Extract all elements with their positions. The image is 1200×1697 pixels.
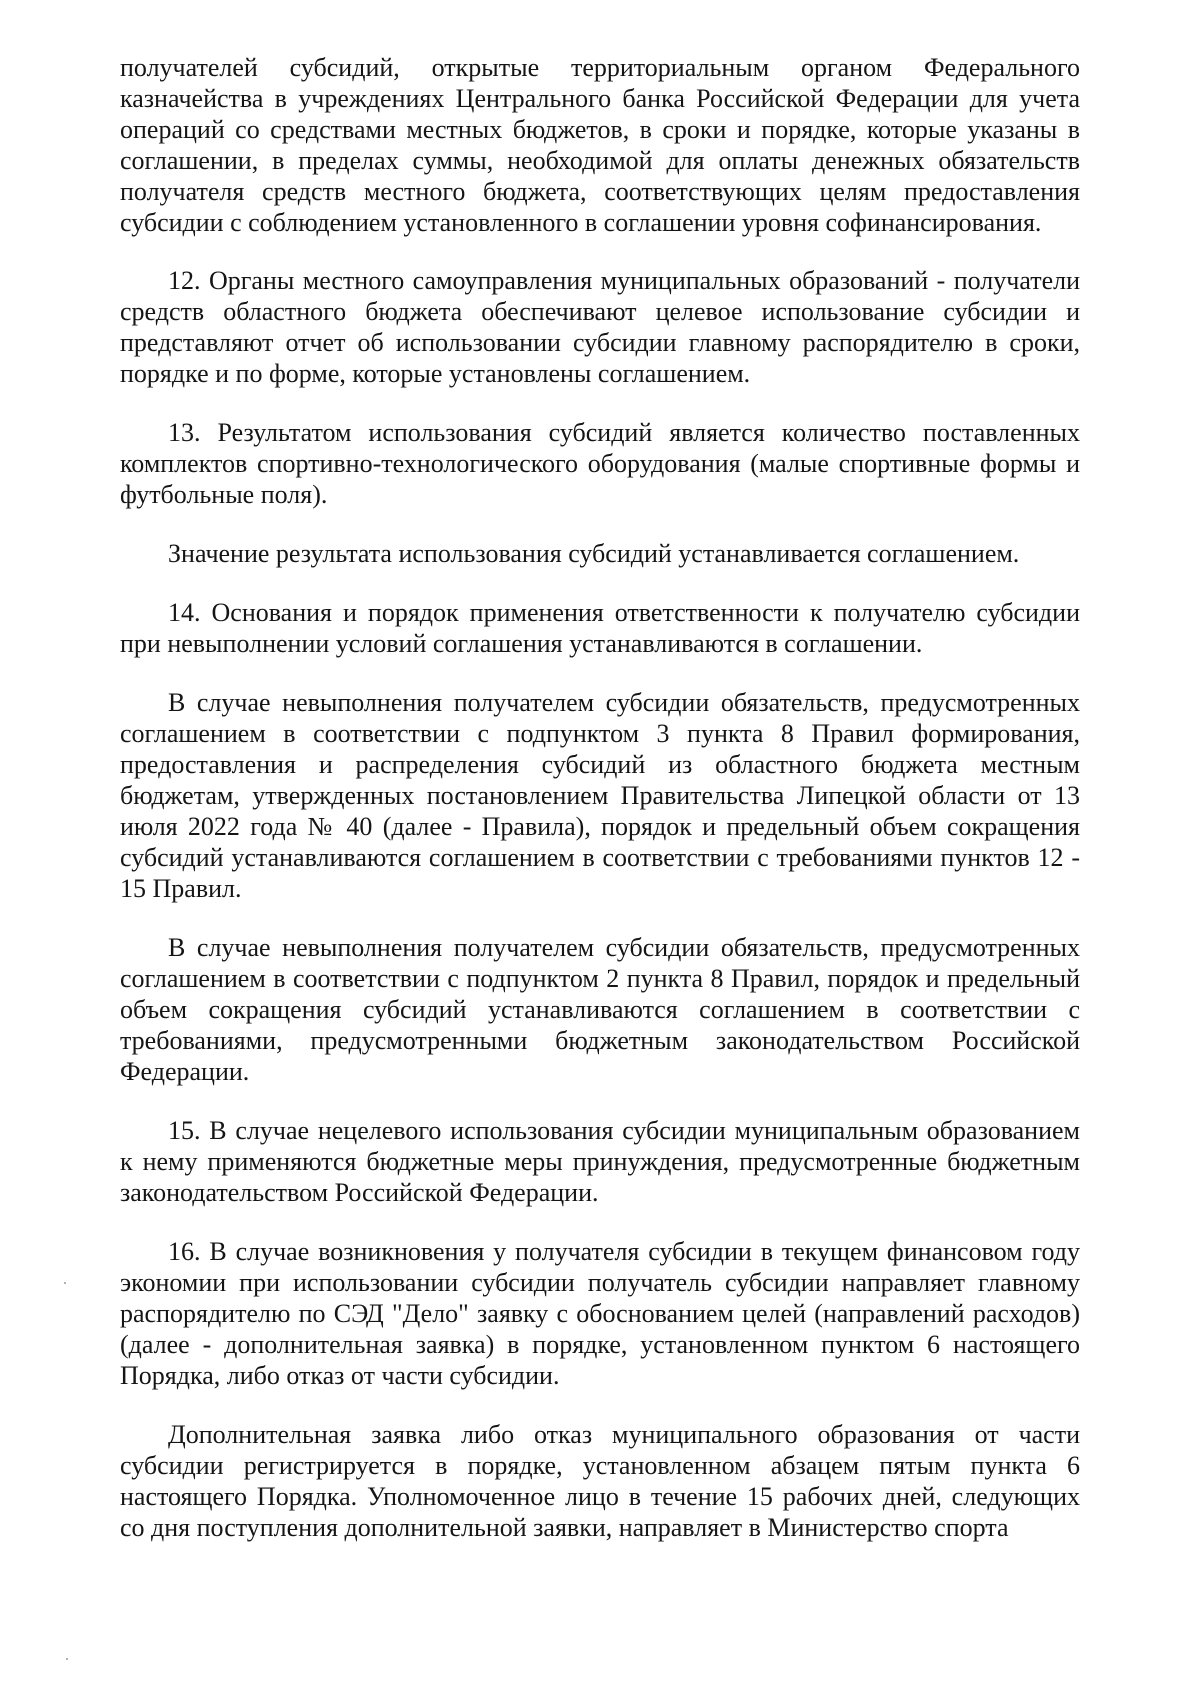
paragraph-rules-3: В случае невыполнения получателем субсидии обязательств, предусмотренных соглашением в соответствии с подпунктом 3 пункта 8 Правил формирования, предоставления и распределения субсидий из областного бюджета местным бюджетам, утвержденных постановлением Правительства Липецкой области от 13 июля 2022 года № 40 (далее - Правила), порядок и предельный объем сокращения субсидий устанавливаются соглашением в соответствии с требованиями пунктов 12 - 15 Правил. (120, 688, 1080, 903)
paragraph-item-16: 16. В случае возникновения у получателя субсидии в текущем финансовом году экономии при использовании субсидии получатель субсидии направляет главному распорядителю по СЭД "Дело" заявку с обоснованием целей (направлений расходов) (далее - дополнительная заявка) в порядке, установленном пунктом 6 настоящего Порядка, либо отказ от части субсидии. (120, 1237, 1080, 1390)
document-body (120, 52, 1080, 1571)
paragraph-rules-2: В случае невыполнения получателем субсидии обязательств, предусмотренных соглашением в соответствии с подпунктом 2 пункта 8 Правил, порядок и предельный объем сокращения субсидий устанавливаются соглашением в соответствии с требованиями, предусмотренными бюджетным законодательством Российской Федерации. (120, 933, 1080, 1086)
scan-speck (66, 1658, 68, 1660)
paragraph-continuation: получателей субсидий, открытые территориальным органом Федерального казначейства в учреждениях Центрального банка Российской Федерации для учета операций со средствами местных бюджетов, в сроки и порядке, которые указаны в соглашении, в пределах суммы, необходимой для оплаты денежных обязательств получателя средств местного бюджета, соответствующих целям предоставления субсидии с соблюдением установленного в соглашении уровня софинансирования. (120, 53, 1080, 237)
paragraph-result-value: Значение результата использования субсидий устанавливается соглашением. (168, 539, 1020, 568)
scan-speck (64, 1282, 66, 1284)
paragraph-item-15: 15. В случае нецелевого использования субсидии муниципальным образованием к нему применяются бюджетные меры принуждения, предусмотренные бюджетным законодательством Российской Федерации. (120, 1116, 1080, 1207)
paragraph-item-13: 13. Результатом использования субсидий является количество поставленных комплектов спортивно-технологического оборудования (малые спортивные формы и футбольные поля). (120, 418, 1080, 509)
paragraph-item-14: 14. Основания и порядок применения ответственности к получателю субсидии при невыполнении условий соглашения устанавливаются в соглашении. (120, 598, 1080, 658)
paragraph-additional-request: Дополнительная заявка либо отказ муниципального образования от части субсидии регистрируется в порядке, установленном абзацем пятым пункта 6 настоящего Порядка. Уполномоченное лицо в течение 15 рабочих дней, следующих со дня поступления дополнительной заявки, направляет в Министерство спорта (120, 1420, 1080, 1542)
paragraph-item-12: 12. Органы местного самоуправления муниципальных образований - получатели средств областного бюджета обеспечивают целевое использование субсидии и представляют отчет об использовании субсидии главному распорядителю в сроки, порядке и по форме, которые установлены соглашением. (120, 266, 1080, 388)
